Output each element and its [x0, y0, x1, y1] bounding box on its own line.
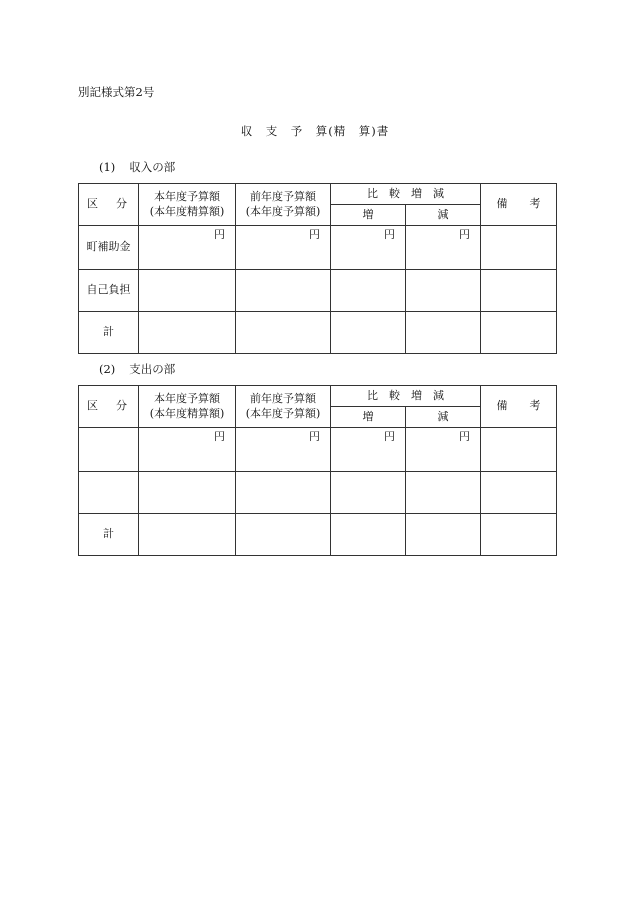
- remarks-cell: [481, 514, 557, 556]
- amount-cell: [139, 312, 236, 354]
- header-kubun-2: 分: [116, 197, 127, 211]
- amount-cell: [139, 428, 236, 472]
- table-row: [79, 270, 557, 312]
- header-current-year: [139, 386, 236, 428]
- remarks-cell: [481, 226, 557, 270]
- expense-section-number: (2): [99, 362, 116, 376]
- amount-cell: [406, 312, 481, 354]
- amount-cell: [331, 226, 406, 270]
- remarks-cell: [481, 472, 557, 514]
- header-remarks: 備 考: [481, 184, 557, 226]
- form-number: 別記様式第2号: [78, 85, 155, 99]
- header-previous-year-line1: 前年度予算額: [250, 190, 316, 204]
- yen-unit: 円: [214, 430, 225, 443]
- table-row: [79, 226, 557, 270]
- expense-section-heading: [99, 361, 175, 377]
- amount-cell: [236, 428, 331, 472]
- amount-cell: [406, 514, 481, 556]
- amount-cell: [331, 312, 406, 354]
- header-increase: 増: [331, 407, 406, 428]
- header-previous-year: [236, 184, 331, 226]
- amount-cell: [139, 226, 236, 270]
- amount-cell: [406, 270, 481, 312]
- amount-cell: [236, 472, 331, 514]
- header-comparison: 比 較 増 減: [331, 184, 481, 205]
- header-current-year-line2: (本年度精算額): [149, 204, 225, 218]
- table-row: [79, 312, 557, 354]
- header-previous-year-line2: (本年度予算額): [245, 204, 321, 218]
- row-label: [79, 472, 139, 514]
- document-title: 収 支 予 算(精 算)書: [240, 124, 390, 138]
- amount-cell: [236, 514, 331, 556]
- row-label: 町補助金: [79, 226, 139, 270]
- header-kubun-2: 分: [116, 399, 127, 413]
- yen-unit: 円: [384, 228, 395, 241]
- header-kubun-1: 区: [87, 197, 98, 211]
- table-row: [79, 428, 557, 472]
- amount-cell: [406, 226, 481, 270]
- amount-cell: [331, 428, 406, 472]
- yen-unit: 円: [459, 228, 470, 241]
- header-current-year-line1: 本年度予算額: [154, 190, 220, 204]
- row-label: 計: [79, 312, 139, 354]
- yen-unit: 円: [459, 430, 470, 443]
- amount-cell: [406, 472, 481, 514]
- amount-cell: [331, 514, 406, 556]
- header-kubun: [79, 184, 139, 226]
- row-label: 計: [79, 514, 139, 556]
- expense-section-label: 支出の部: [129, 362, 176, 376]
- amount-cell: [139, 514, 236, 556]
- row-label: 自己負担: [79, 270, 139, 312]
- header-current-year-line2: (本年度精算額): [149, 406, 225, 420]
- income-table: [78, 183, 557, 354]
- amount-cell: [331, 270, 406, 312]
- amount-cell: [139, 472, 236, 514]
- header-decrease: 減: [406, 407, 481, 428]
- header-increase: 増: [331, 205, 406, 226]
- yen-unit: 円: [214, 228, 225, 241]
- amount-cell: [406, 428, 481, 472]
- expense-table: [78, 385, 557, 556]
- table-header-row: [79, 386, 557, 407]
- table-row: [79, 514, 557, 556]
- header-previous-year: [236, 386, 331, 428]
- header-current-year: [139, 184, 236, 226]
- header-current-year-line1: 本年度予算額: [154, 392, 220, 406]
- header-kubun: [79, 386, 139, 428]
- header-remarks: 備 考: [481, 386, 557, 428]
- table-row: [79, 472, 557, 514]
- yen-unit: 円: [384, 430, 395, 443]
- income-section-heading: [99, 159, 175, 175]
- remarks-cell: [481, 428, 557, 472]
- remarks-cell: [481, 312, 557, 354]
- header-previous-year-line2: (本年度予算額): [245, 406, 321, 420]
- header-comparison: 比 較 増 減: [331, 386, 481, 407]
- amount-cell: [331, 472, 406, 514]
- yen-unit: 円: [309, 430, 320, 443]
- header-previous-year-line1: 前年度予算額: [250, 392, 316, 406]
- header-decrease: 減: [406, 205, 481, 226]
- income-section-label: 収入の部: [129, 160, 176, 174]
- amount-cell: [236, 226, 331, 270]
- header-kubun-1: 区: [87, 399, 98, 413]
- remarks-cell: [481, 270, 557, 312]
- income-section-number: (1): [99, 160, 116, 174]
- table-header-row: [79, 184, 557, 205]
- amount-cell: [236, 270, 331, 312]
- amount-cell: [139, 270, 236, 312]
- yen-unit: 円: [309, 228, 320, 241]
- amount-cell: [236, 312, 331, 354]
- row-label: [79, 428, 139, 472]
